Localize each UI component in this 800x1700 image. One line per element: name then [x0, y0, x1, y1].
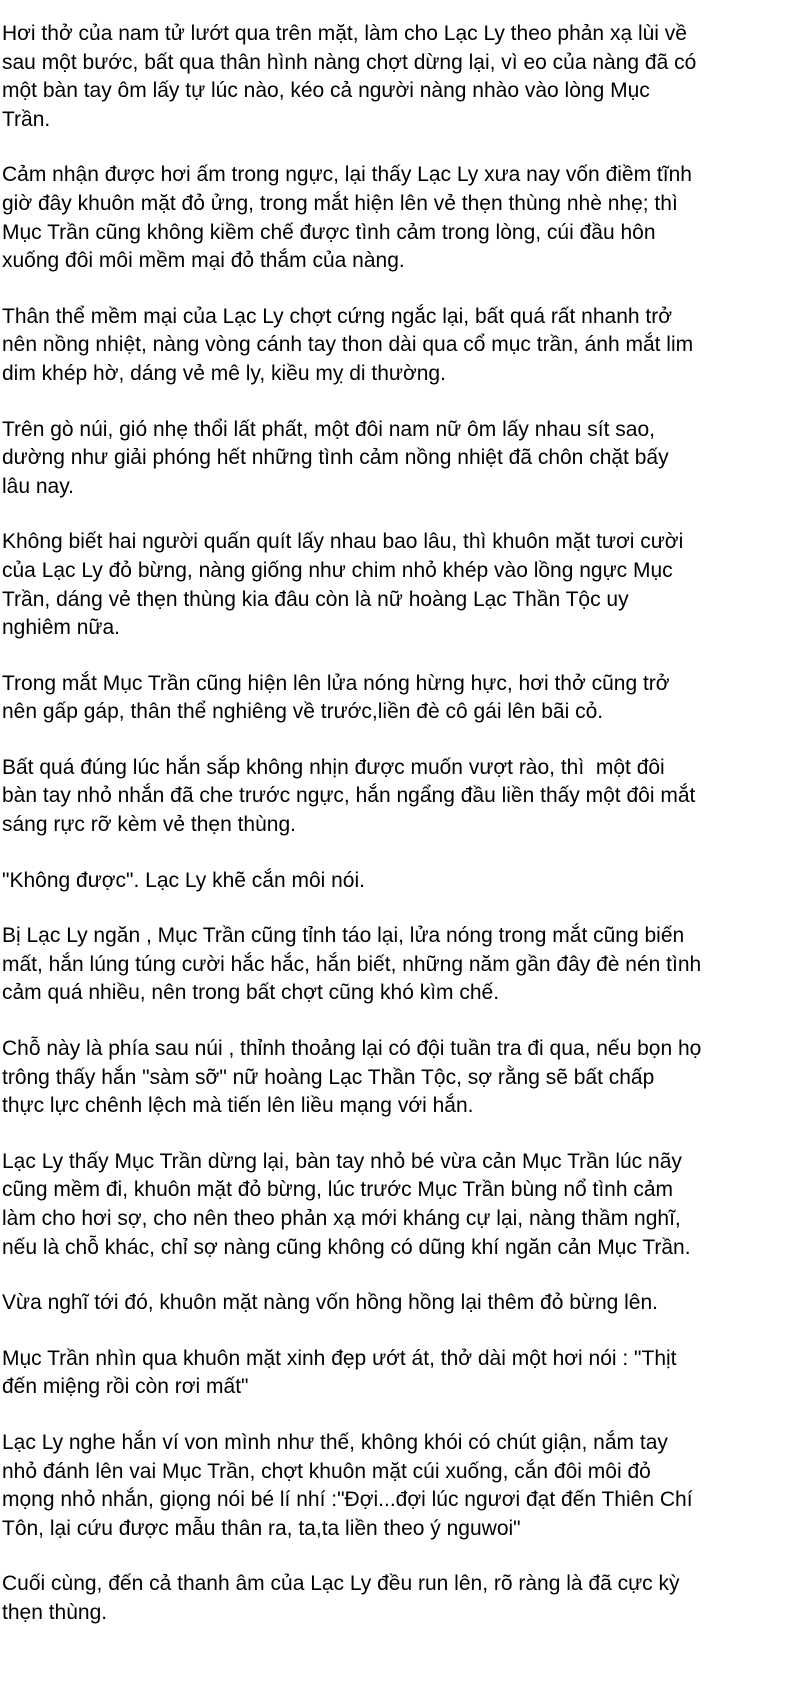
paragraph-7: Bất quá đúng lúc hắn sắp không nhịn được muốn vượt rào, thì một đôi bàn tay nhỏ nhắn đã che trước ngực, hắn ngẩng đầu liền thấy một đôi mắt sáng rực rỡ kèm vẻ thẹn thùng. — [2, 755, 696, 837]
paragraph-4: Trên gò núi, gió nhẹ thổi lất phất, một đôi nam nữ ôm lấy nhau sít sao, dường như giải phóng hết những tình cảm nồng nhiệt đã chôn chặt bấy lâu nay. — [2, 417, 669, 498]
paragraph-12: Vừa nghĩ tới đó, khuôn mặt nàng vốn hồng hồng lại thêm đỏ bừng lên. — [2, 1291, 659, 1315]
paragraph-9: Bị Lạc Ly ngăn , Mục Trần cũng tỉnh táo lại, lửa nóng trong mắt cũng biến mất, hắn lúng túng cười hắc hắc, hắn biết, những năm gần đây đè nén tình cảm quá nhiều, nên trong bất chợt cũng khó kìm chế. — [2, 924, 702, 1005]
paragraph-15: Cuối cùng, đến cả thanh âm của Lạc Ly đều run lên, rõ ràng là đã cực kỳ thẹn thùng. — [2, 1572, 680, 1624]
paragraph-5: Không biết hai người quấn quít lấy nhau bao lâu, thì khuôn mặt tươi cười của Lạc Ly đỏ bừng, nàng giống như chim nhỏ khép vào lồng ngực Mục Trần, dáng vẻ thẹn thùng kia đâu còn là nữ hoàng Lạc Thần Tộc uy nghiêm nữa. — [2, 530, 684, 640]
paragraph-6: Trong mắt Mục Trần cũng hiện lên lửa nóng hừng hực, hơi thở cũng trở nên gấp gáp, thân thể nghiêng về trước,liền đè cô gái lên bãi cỏ. — [2, 671, 670, 724]
paragraph-3: Thân thể mềm mại của Lạc Ly chợt cứng ngắc lại, bất quá rất nhanh trở nên nồng nhiệt, nàng vòng cánh tay thon dài qua cổ mục trần, ánh mắt lim dim khép hờ, dáng vẻ mê ly, kiều mỵ di thường. — [2, 304, 694, 385]
paragraph-2: Cảm nhận được hơi ấm trong ngực, lại thấy Lạc Ly xưa nay vốn điềm tĩnh giờ đây khuôn mặt đỏ ửng, trong mắt hiện lên vẻ thẹn thùng nhè nhẹ; thì Mục Trần cũng không kiềm chế được tình cảm trong lòng, cúi đầu hôn xuống đôi môi mềm mại đỏ thắm của nàng. — [2, 163, 692, 273]
paragraph-11: Lạc Ly thấy Mục Trần dừng lại, bàn tay nhỏ bé vừa cản Mục Trần lúc nãy cũng mềm đi, khuôn mặt đỏ bừng, lúc trước Mục Trần bùng nổ tình cảm làm cho hơi sợ, cho nên theo phản xạ mới kháng cự lại, nàng thầm nghĩ, nếu là chỗ khác, chỉ sợ nàng cũng không có dũng khí ngăn cản Mục Trần. — [2, 1149, 691, 1259]
paragraph-10: Chỗ này là phía sau núi , thỉnh thoảng lại có đội tuần tra đi qua, nếu bọn họ trông thấy hắn "sàm sỡ" nữ hoàng Lạc Thần Tộc, sợ rằng sẽ bất chấp thực lực chênh lệch mà tiến lên liều mạng với hắn. — [2, 1037, 702, 1118]
paragraph-1: Hơi thở của nam tử lướt qua trên mặt, làm cho Lạc Ly theo phản xạ lùi về sau một bước, bất qua thân hình nàng chợt dừng lại, vì eo của nàng đã có một bàn tay ôm lấy tự lúc nào, kéo cả người nàng nhào vào lòng Mục Trần. — [2, 22, 697, 131]
paragraph-14: Lạc Ly nghe hắn ví von mình như thế, không khói có chút giận, nắm tay nhỏ đánh lên vai Mục Trần, chợt khuôn mặt cúi xuống, cắn đôi môi đỏ mọng nhỏ nhắn, giọng nói bé lí nhí :"Đợi...đợi lúc ngươi đạt đến Thiên Chí Tôn, lại cứu được mẫu thân ra, ta,ta liền theo ý nguwoi" — [2, 1430, 693, 1540]
paragraph-8: "Không được". Lạc Ly khẽ cắn môi nói. — [2, 868, 365, 892]
paragraph-13: Mục Trần nhìn qua khuôn mặt xinh đẹp ướt át, thở dài một hơi nói : "Thịt đến miệng rồi còn rơi mất" — [2, 1346, 677, 1399]
